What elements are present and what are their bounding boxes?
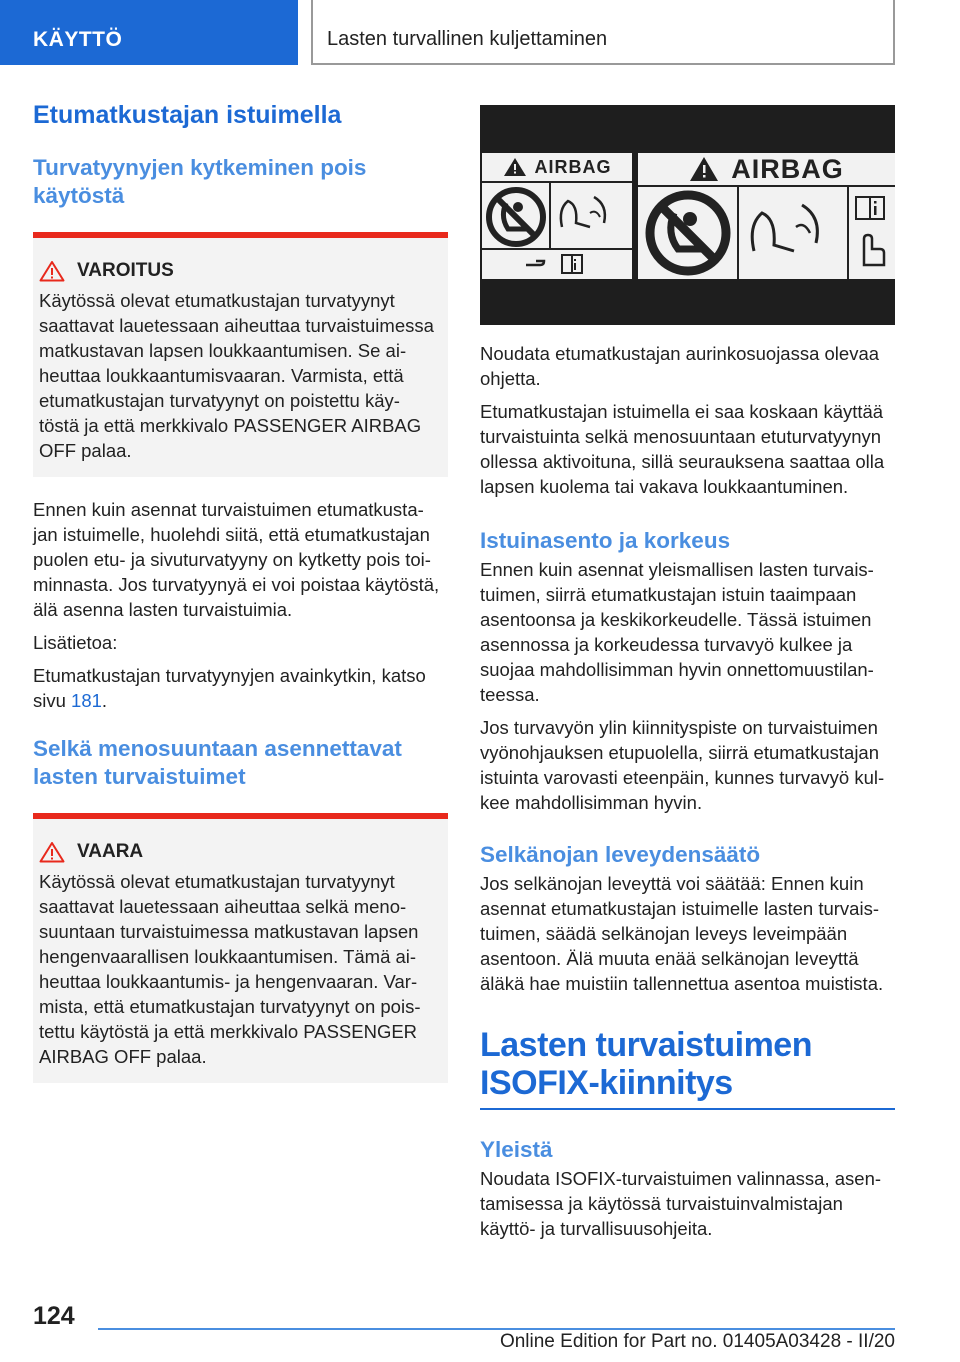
danger-text: Käytössä olevat etumatkustajan turvatyynyt saattavat lauetessaan aiheuttaa selkä meno- suuntaan turvaistuimessa matkustavan lapsen hengenvaarallisen loukkaantumisen. Tämä ai- heuttaa loukkaantumis- ja hengenvaaran. Var- mista, että etumatkustajan turvatyynyt on pois- tettu käytöstä ja että merkkivalo PASSENGER AIRBAG OFF palaa.	[39, 871, 421, 1067]
subsection-title-seat-position: Istuinasento ja korkeus	[480, 528, 731, 553]
page-reference-link[interactable]: 181	[71, 690, 102, 711]
header-section-tab[interactable]: KÄYTTÖ	[0, 0, 298, 65]
warning-label: VAROITUS	[77, 260, 174, 281]
footer-edition: Online Edition for Part no. 01405A03428 - II/20	[499, 1331, 895, 1352]
more-info-label: Lisätietoa:	[33, 632, 118, 653]
airbag-label-large-text: AIRBAG	[731, 153, 844, 184]
belt-anchor-paragraph: Jos turvavyön ylin kiinnityspiste on turvaistuimen vyönohjauksen etupuolella, siirrä etumatkustajan istuinta varovasti eteenpäin, kunnes turvavyö kul- kee mahdollisimman hyvin.	[480, 717, 885, 813]
subsection-title-rear-facing: Selkä menosuuntaan asennettavat lasten turvaistuimet	[33, 736, 402, 789]
subsection-title-backrest-width: Selkänojan leveydensäätö	[480, 842, 761, 867]
no-rear-facing-seat-icon	[482, 183, 632, 279]
airbag-label-large	[638, 153, 895, 279]
no-rear-facing-seat-large-icon	[638, 187, 895, 279]
airbag-label-large-header	[638, 153, 895, 187]
isofix-general-paragraph: Noudata ISOFIX-turvaistuimen valinnassa, asen- tamisessa ja käytössä turvaistuinvalmistajan käyttö- ja turvallisuusohjeita.	[480, 1168, 882, 1239]
danger-triangle-icon	[39, 841, 65, 863]
sunvisor-instruction: Noudata etumatkustajan aurinkosuojassa olevaa ohjetta.	[480, 343, 880, 389]
seat-position-paragraph: Ennen kuin asennat yleismallisen lasten turvais- tuimen, siirrä etumatkustajan istuin taaimpaan asentoonsa ja keskikorkeudelle. Tässä istuimen asennossa ja korkeudessa turvavyö kulkee ja suojaa mahdollisimman hyvin onnettomuustilan- teessa.	[480, 559, 874, 705]
chapter-heading-isofix: Lasten turvaistuimen ISOFIX-kiinnitys	[480, 1026, 812, 1102]
danger-label: VAARA	[77, 841, 144, 862]
warning-triangle-icon	[689, 156, 719, 182]
subsection-title-airbag-off: Turvatyynyjen kytkeminen pois käytöstä	[33, 155, 367, 208]
intro-paragraph: Ennen kuin asennat turvaistuimen etumatkusta- jan istuimelle, huolehdi siitä, että etumatkustajan puolen etu- ja sivuturvatyyny on kytketty pois toi- minnasta. Jos turvatyynyä ei voi poistaa käytöstä, älä asenna lasten turvaistuimia.	[33, 499, 440, 620]
airbag-label-small-text: AIRBAG	[534, 156, 612, 177]
left-column	[33, 100, 448, 1083]
danger-box	[33, 813, 448, 1083]
backrest-width-paragraph: Jos selkänojan leveyttä voi säätää: Ennen kuin asennat etumatkustajan istuimelle lasten turvais- tuimen, säädä selkänojan leveys leveimpään asentoon. Älä muuta enää selkänojan leveyttä äläkä hae muistiin tallennettua asentoa muistista.	[480, 873, 884, 994]
warning-triangle-icon	[39, 260, 65, 282]
airbag-warning-label-image	[480, 105, 895, 325]
right-column	[480, 105, 895, 1241]
subsection-title-general: Yleistä	[480, 1137, 553, 1162]
warning-text: Käytössä olevat etumatkustajan turvatyynyt saattavat lauetessaan aiheuttaa turvaistuimessa matkustavan lapsen loukkaantumisen. Se ai- heuttaa loukkaantumisvaaran. Varmista, että etumatkustajan turvatyynyt on poistettu käy- töstä ja että merkkivalo PASSENGER AIRBAG OFF palaa.	[39, 290, 434, 461]
rear-facing-warning-paragraph: Etumatkustajan istuimella ei saa koskaan käyttää turvaistuinta selkä menosuuntaan etuturvatyynyn ollessa aktivoituna, sillä seurauksena saattaa olla lapsen kuolema tai vakava loukkaantuminen.	[480, 401, 885, 497]
danger-heading	[39, 841, 440, 863]
warning-triangle-icon	[503, 157, 527, 177]
footer-rule	[98, 1328, 895, 1330]
chapter-heading-rule	[480, 1108, 895, 1110]
cross-reference: Etumatkustajan turvatyynyjen avainkytkin, katso sivu 181.	[33, 665, 426, 711]
page-number: 124	[33, 1302, 75, 1330]
airbag-label-small-header	[482, 153, 632, 183]
warning-heading	[39, 260, 440, 282]
section-title: Etumatkustajan istuimella	[33, 101, 342, 129]
header-chapter-title: Lasten turvallinen kuljettaminen	[311, 0, 895, 65]
warning-box	[33, 232, 448, 477]
airbag-label-small	[482, 153, 632, 279]
